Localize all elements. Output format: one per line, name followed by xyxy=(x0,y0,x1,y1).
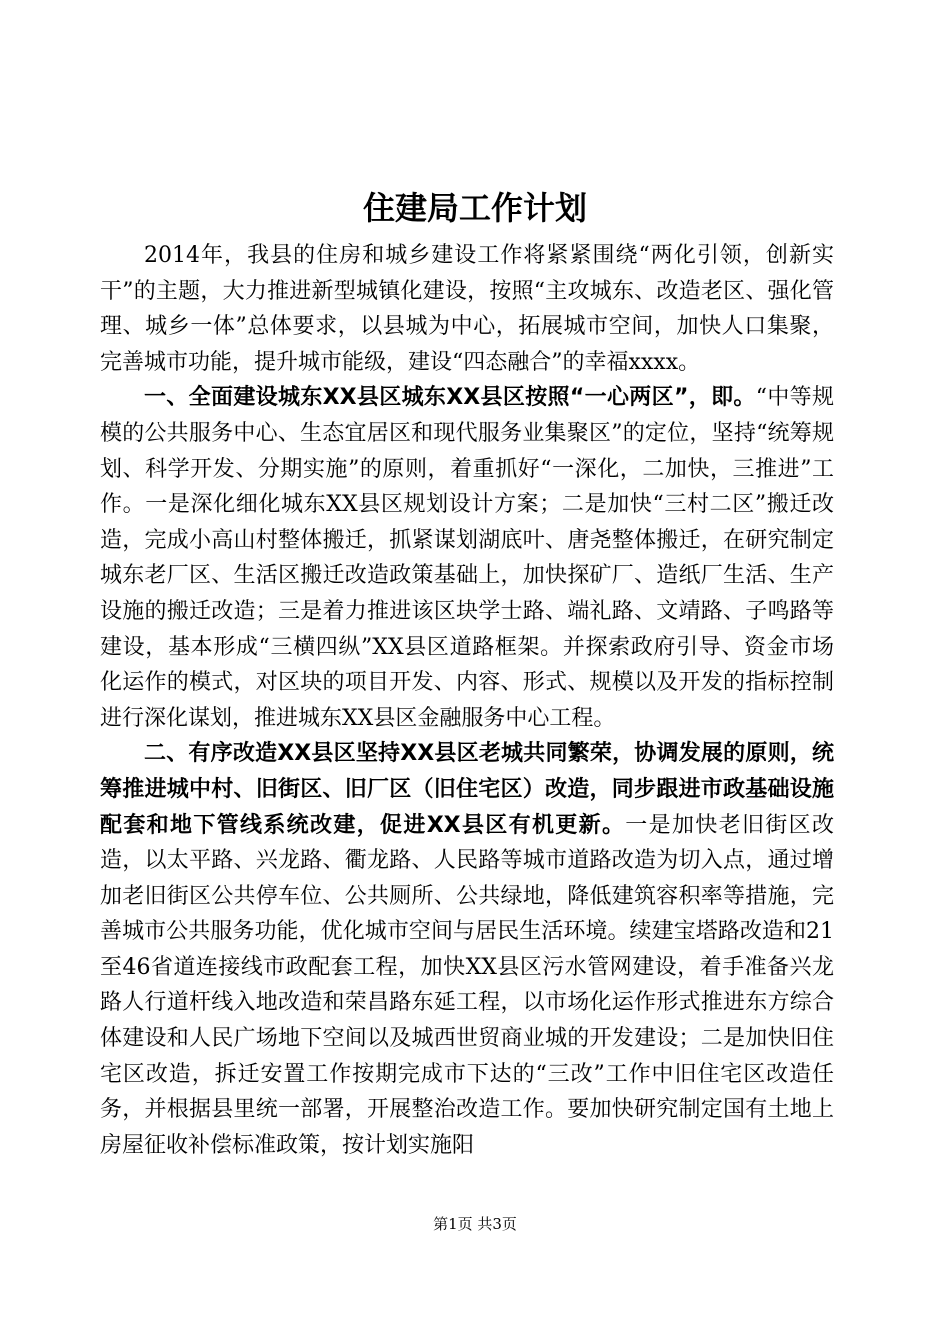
paragraph-section-2 xyxy=(100,736,834,1163)
document-title: 住建局工作计划 xyxy=(362,189,587,227)
document-body xyxy=(100,238,834,1163)
paragraph-text: “中等规模的公共服务中心、生态宜居区和现代服务业集聚区”的定位，坚持“统筹规划、科学开发、分期实施”的原则，着重抓好“一深化，二加快，三推进”工作。一是深化细化城东XX县区规划设计方案；二是加快“三村二区”搬迁改造，完成小高山村整体搬迁，抓紧谋划湖底叶、唐尧整体搬迁，在研究制定城东老厂区、生活区搬迁改造政策基础上，加快探矿厂、造纸厂生活、生产设施的搬迁改造；三是着力推进该区块学士路、端礼路、文靖路、子鸣路等建设，基本形成“三横四纵”XX县区道路框架。并探索政府引导、资金市场化运作的模式，对区块的项目开发、内容、形式、规模以及开发的指标控制进行深化谋划，推进城东XX县区金融服务中心工程。 xyxy=(100,385,834,731)
paragraph-section-1 xyxy=(100,380,834,736)
paragraph-text: 一是加快老旧街区改造，以太平路、兴龙路、衢龙路、人民路等城市道路改造为切入点，通过增加老旧街区公共停车位、公共厕所、公共绿地，降低建筑容积率等措施，完善城市公共服务功能，优化城市空间与居民生活环境。续建宝塔路改造和21至46省道连接线市政配套工程，加快XX县区污水管网建设，着手准备兴龙路人行道杆线入地改造和荣昌路东延工程，以市场化运作形式推进东方综合体建设和人民广场地下空间以及城西世贸商业城的开发建设；二是加快旧住宅区改造，拆迁安置工作按期完成市下达的“三改”工作中旧住宅区改造任务，并根据县里统一部署，开展整治改造工作。要加快研究制定国有土地上房屋征收补偿标准政策，按计划实施阳 xyxy=(100,812,834,1158)
page-number-footer: 第1页 共3页 xyxy=(433,1215,517,1233)
paragraph-intro xyxy=(100,238,834,380)
section-heading: 二、有序改造XX县区坚持XX县区老城共同繁荣，协调发展的原则，统筹推进城中村、旧街区、旧厂区（旧住宅区）改造，同步跟进市政基础设施配套和地下管线系统改建，促进XX县区有机更新。 xyxy=(100,741,834,838)
section-heading: 一、全面建设城东XX县区城东XX县区按照“一心两区”，即。 xyxy=(144,385,756,411)
paragraph-text: 2014年，我县的住房和城乡建设工作将紧紧围绕“两化引领，创新实干”的主题，大力推进新型城镇化建设，按照“主攻城东、改造老区、强化管理、城乡一体”总体要求，以县城为中心，拓展城市空间，加快人口集聚，完善城市功能，提升城市能级，建设“四态融合”的幸福xxxx。 xyxy=(100,243,834,375)
